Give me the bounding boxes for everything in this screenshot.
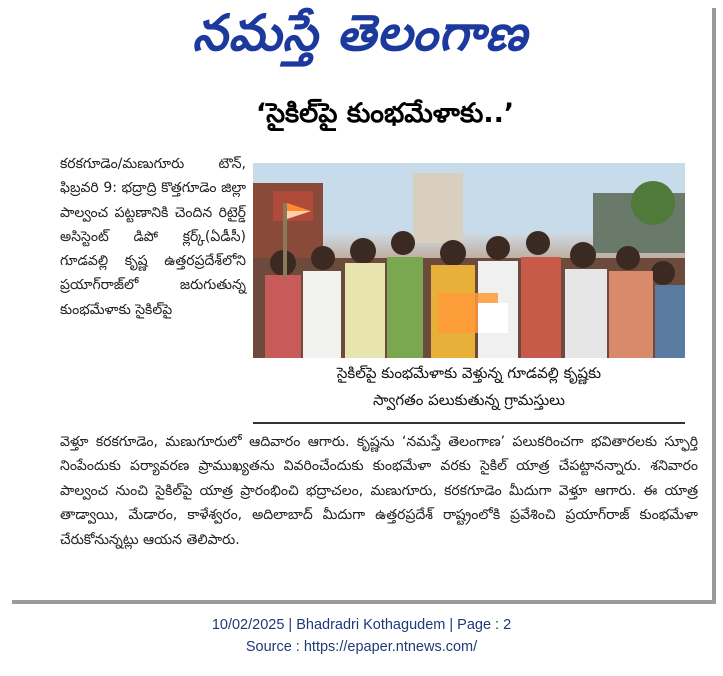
footer-date-edition: 10/02/2025 | Bhadradri Kothagudem | Page : 2 — [211, 617, 512, 633]
article-lead-paragraph: కరకగూడెం/మణుగూరు టౌన్, ఫిబ్రవరి 9: భద్రాద్రి కొత్తగూడెం జిల్లా పాల్వంచ పట్టణానికి చెందిన రిటైర్డ్ అసిస్టెంట్ డిపో క్లర్క్(ఏడీసీ) గూడవల్లి కృష్ణ ఉత్తరప్రదేశ్‌లోని ప్రయాగ్‌రాజ్‌లో జరుగుతున్న కుంభమేళాకు సైకిల్‌పై — [60, 156, 246, 318]
crowd-photo-illustration — [253, 163, 685, 358]
newspaper-masthead: నమస్తే తెలంగాణ — [192, 3, 528, 62]
article-headline: ‘సైకిల్‌పై కుంభమేళాకు..’ — [255, 98, 515, 129]
photo-caption-line-2: స్వాగతం పలుకుతున్న గ్రామస్తులు — [372, 391, 565, 409]
article-body-text: వెళ్తూ కరకగూడెం, మణుగూరులో ఆదివారం ఆగారు. కృష్ణను ‘నమస్తే తెలంగాణ’ పలుకరించగా భవితారలకు స్ఫూర్తి నింపేందుకు పర్యావరణ ప్రాముఖ్యతను వివరించేందుకు కుంభమేళా వరకు సైకిల్ యాత్ర చేపట్టానన్నారు. శనివారం పాల్వంచ నుంచి సైకిల్‌పై యాత్ర ప్రారంభించి భద్రాచలం, మణుగూరు, కరకగూడెం మీదుగా వెళ్తూ ఆగారు. ఈ యాత్ర తాడ్వాయి, మేడారం, కాళేశ్వరం, అదిలాబాద్ మీదుగా ఉత్తరప్రదేశ్ రాష్ట్రంలోకి ప్రవేశించి ప్రయాగ్‌రాజ్ కుంభమేళా చేరుకోనున్నట్లు ఆయన తెలిపారు. — [60, 434, 698, 548]
article-photo — [253, 163, 685, 358]
photo-caption — [253, 360, 685, 424]
footer-source-link[interactable]: Source : https://epaper.ntnews.com/ — [245, 639, 478, 655]
page-footer — [0, 614, 723, 658]
article-column-text — [60, 152, 246, 322]
photo-caption-line-1: సైకిల్‌పై కుంభమేళాకు వెళ్తున్న గూడవల్లి కృష్ణకు — [336, 364, 602, 382]
clipping-shadow-right — [712, 8, 716, 604]
clipping-shadow-bottom — [12, 600, 716, 604]
